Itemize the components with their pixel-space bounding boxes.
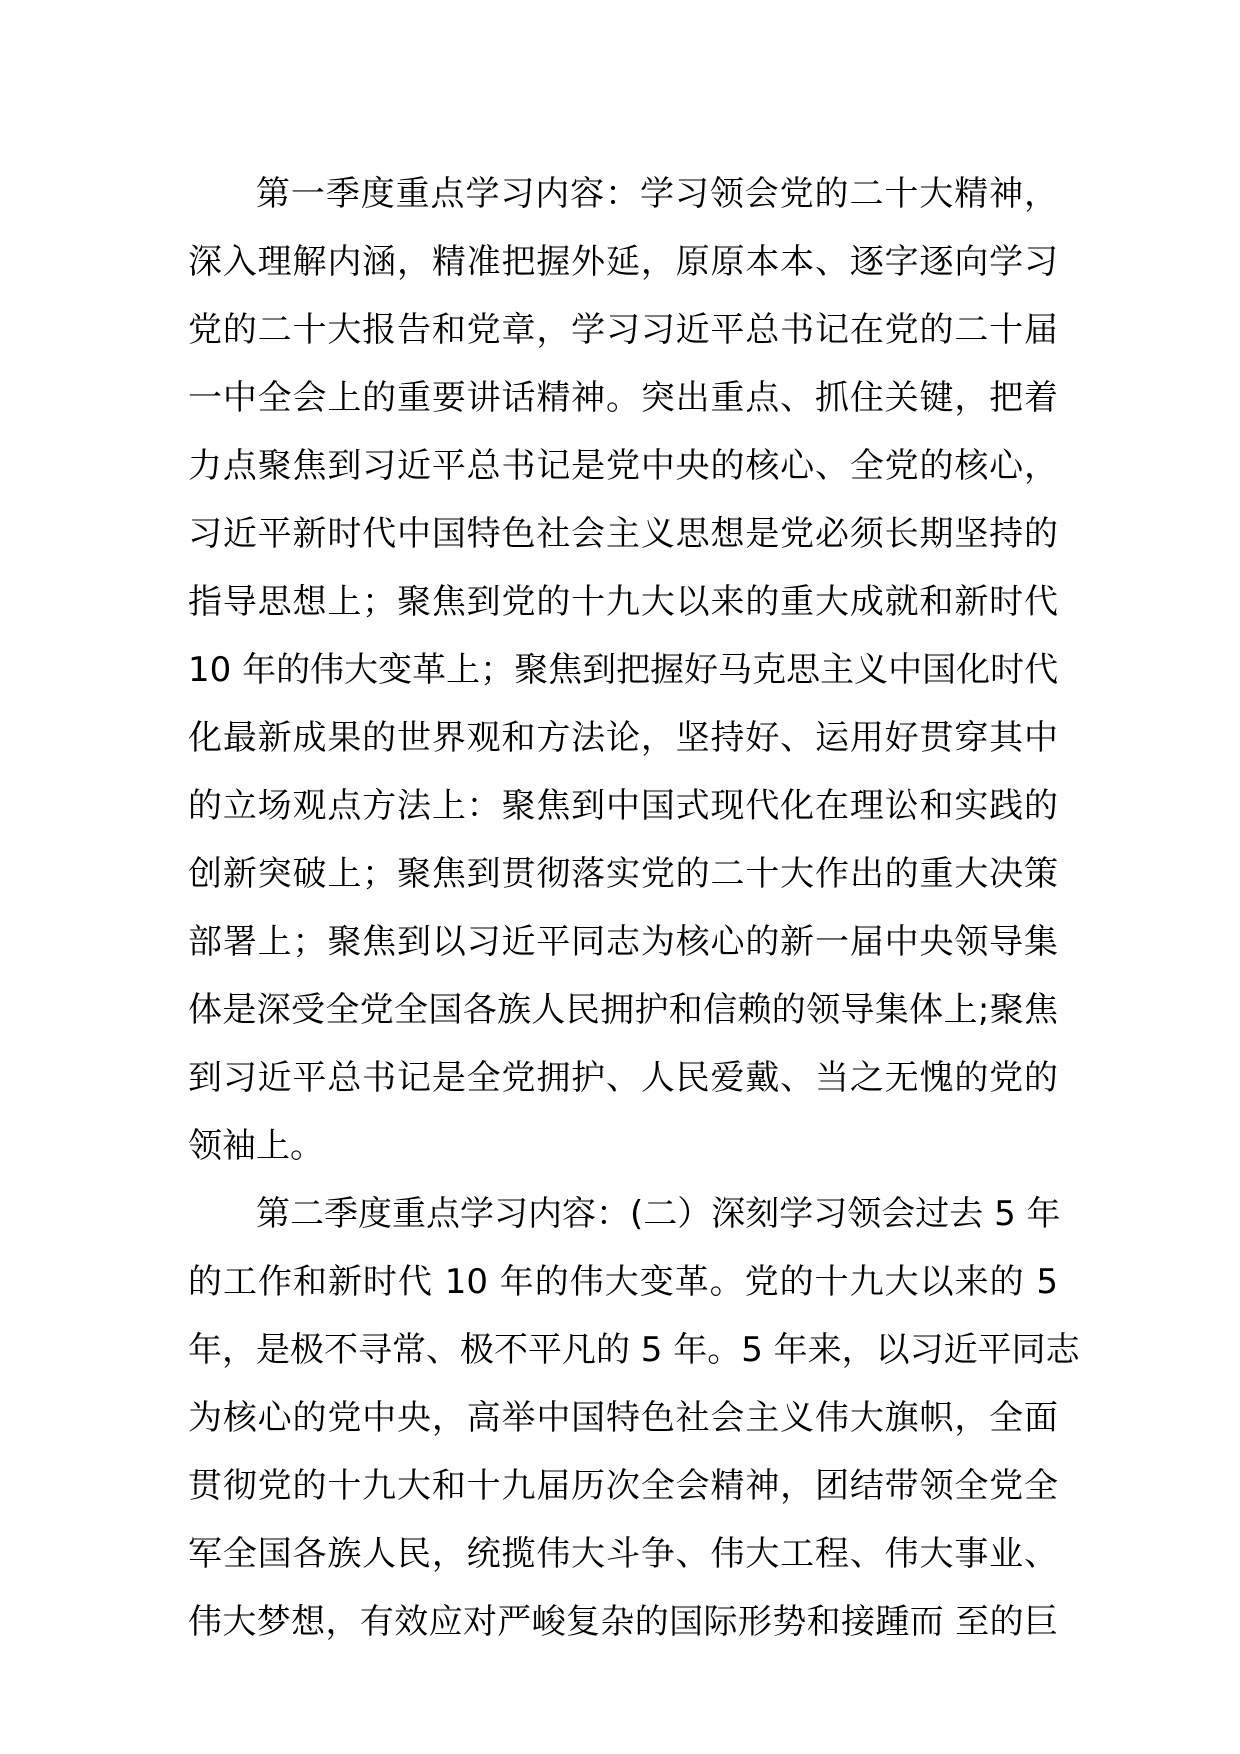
- paragraph-line: 到习近平总书记是全党拥护、人民爱戴、当之无愧的党的: [188, 1058, 1058, 1098]
- paragraph-line: 党的二十大报告和党章，学习习近平总书记在党的二十届: [188, 310, 1058, 350]
- paragraph-line: 创新突破上；聚焦到贯彻落实党的二十大作出的重大决策: [188, 854, 1058, 894]
- paragraph-line: 深入理解内涵，精准把握外延，原原本本、逐字逐向学习: [188, 242, 1058, 282]
- paragraph-line: 力点聚焦到习近平总书记是党中央的核心、全党的核心，: [188, 446, 1058, 486]
- paragraph-line: 习近平新时代中国特色社会主义思想是党必须长期坚持的: [188, 514, 1058, 554]
- paragraph-line: 的立场观点方法上：聚焦到中国式现代化在理讼和实践的: [188, 786, 1058, 826]
- paragraph-line: 化最新成果的世界观和方法论，坚持好、运用好贯穿其中: [188, 718, 1058, 758]
- paragraph-line: 贯彻党的十九大和十九届历次全会精神，团结带领全党全: [188, 1466, 1058, 1506]
- paragraph-line: 的工作和新时代 10 年的伟大变革。党的十九大以来的 5: [188, 1262, 1058, 1302]
- paragraph-line: 年，是极不寻常、极不平凡的 5 年。5 年来，以习近平同志: [188, 1330, 1080, 1370]
- paragraph-line: 第二季度重点学习内容：(二）深刻学习领会过去 5 年: [256, 1194, 1061, 1234]
- paragraph-line: 伟大梦想，有效应对严峻复杂的国际形势和接踵而 至的巨: [188, 1602, 1058, 1642]
- paragraph-line: 领袖上。: [188, 1126, 324, 1166]
- paragraph-q2: [188, 1180, 1080, 1656]
- paragraph-line: 一中全会上的重要讲话精神。突出重点、抓住关键，把着: [188, 378, 1058, 418]
- paragraph-line: 10 年的伟大变革上；聚焦到把握好马克思主义中国化时代: [188, 650, 1059, 690]
- paragraph-line: 体是深受全党全国各族人民拥护和信赖的领导集体上;聚焦: [188, 990, 1059, 1030]
- paragraph-line: 第一季度重点学习内容：学习领会党的二十大精神，: [256, 174, 1058, 214]
- document-body: [188, 160, 1080, 1656]
- paragraph-line: 为核心的党中央，高举中国特色社会主义伟大旗帜，全面: [188, 1398, 1058, 1438]
- paragraph-q1: [188, 160, 1058, 1180]
- paragraph-line: 军全国各族人民，统揽伟大斗争、伟大工程、伟大事业、: [188, 1534, 1058, 1574]
- paragraph-line: 指导思想上；聚焦到党的十九大以来的重大成就和新时代: [188, 582, 1058, 622]
- paragraph-line: 部署上；聚焦到以习近平同志为核心的新一届中央领导集: [188, 922, 1058, 962]
